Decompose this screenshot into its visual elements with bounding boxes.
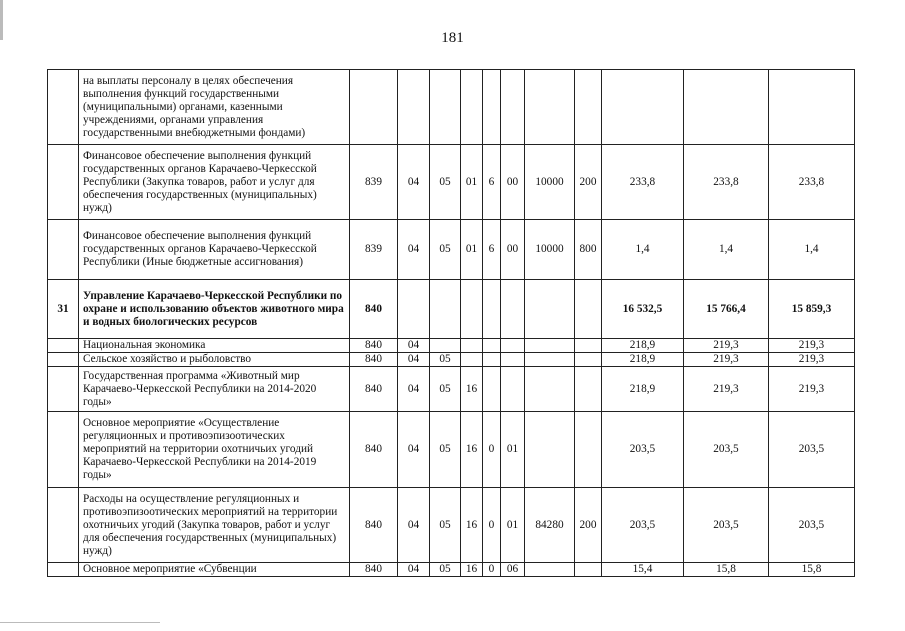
expense-type-cell [575,353,602,367]
amount-year-1-cell: 15,4 [602,563,684,577]
section-cell: 04 [398,563,430,577]
description-cell: Управление Карачаево-Черкесской Республики по охране и использованию объектов животного мира и водных биологических ресурсов [79,280,350,339]
direction-cell [525,412,575,488]
description-cell: Сельское хозяйство и рыболовство [79,353,350,367]
program-cell: 16 [461,563,483,577]
program-cell: 16 [461,488,483,563]
expense-type-cell: 200 [575,145,602,220]
amount-year-2-cell: 219,3 [684,353,769,367]
grbs-cell: 840 [350,412,398,488]
grbs-cell: 840 [350,563,398,577]
event-cell [501,353,525,367]
direction-cell [525,280,575,339]
subprogram-cell: 0 [483,563,501,577]
description-cell: на выплаты персоналу в целях обеспечения выполнения функций государственными (муниципальными) органами, казенными учреждениями, органами управления государственными внебюджетными фондами) [79,70,350,145]
subsection-cell: 05 [430,412,461,488]
program-cell: 16 [461,412,483,488]
event-cell [501,280,525,339]
subprogram-cell [483,70,501,145]
direction-cell [525,367,575,412]
amount-year-1-cell: 218,9 [602,353,684,367]
amount-year-3-cell: 203,5 [769,412,855,488]
table-row [48,563,855,577]
table-row [48,145,855,220]
grbs-cell: 840 [350,353,398,367]
grbs-cell [350,70,398,145]
table-row [48,488,855,563]
direction-cell [525,353,575,367]
amount-year-3-cell [769,70,855,145]
amount-year-1-cell: 218,9 [602,339,684,353]
program-cell: 01 [461,145,483,220]
section-cell [398,70,430,145]
amount-year-2-cell: 203,5 [684,412,769,488]
expense-type-cell [575,339,602,353]
table-row [48,220,855,280]
amount-year-3-cell: 233,8 [769,145,855,220]
description-cell: Расходы на осуществление регуляционных и противоэпизоотических мероприятий на территории охотничьих угодий (Закупка товаров, работ и услуг для обеспечения государственных (муниципальных) нужд) [79,488,350,563]
subprogram-cell [483,339,501,353]
subprogram-cell: 0 [483,412,501,488]
program-cell: 01 [461,220,483,280]
page-number: 181 [441,30,464,46]
section-cell: 04 [398,412,430,488]
scan-mark [0,622,160,623]
subsection-cell: 05 [430,353,461,367]
direction-cell [525,563,575,577]
event-cell: 01 [501,412,525,488]
amount-year-2-cell: 203,5 [684,488,769,563]
grbs-cell: 839 [350,145,398,220]
expense-type-cell [575,367,602,412]
expense-type-cell: 200 [575,488,602,563]
section-cell: 04 [398,145,430,220]
row-number-cell [48,488,79,563]
amount-year-1-cell: 16 532,5 [602,280,684,339]
program-cell [461,70,483,145]
amount-year-1-cell: 203,5 [602,412,684,488]
row-number-cell [48,339,79,353]
amount-year-3-cell: 203,5 [769,488,855,563]
amount-year-3-cell: 219,3 [769,367,855,412]
subprogram-cell: 6 [483,220,501,280]
expense-type-cell [575,280,602,339]
subsection-cell [430,339,461,353]
scan-mark [0,0,3,40]
row-number-cell [48,563,79,577]
description-cell: Финансовое обеспечение выполнения функций государственных органов Карачаево-Черкесской Республики (Иные бюджетные ассигнования) [79,220,350,280]
subprogram-cell [483,353,501,367]
event-cell [501,339,525,353]
subprogram-cell: 0 [483,488,501,563]
subprogram-cell [483,280,501,339]
amount-year-1-cell: 203,5 [602,488,684,563]
subsection-cell: 05 [430,145,461,220]
expense-type-cell [575,70,602,145]
program-cell [461,353,483,367]
section-cell: 04 [398,220,430,280]
description-cell: Государственная программа «Животный мир Карачаево-Черкесской Республики на 2014-2020 годы» [79,367,350,412]
table-row [48,70,855,145]
event-cell [501,367,525,412]
grbs-cell: 840 [350,280,398,339]
expense-type-cell [575,412,602,488]
subsection-cell [430,70,461,145]
amount-year-3-cell: 219,3 [769,339,855,353]
grbs-cell: 840 [350,339,398,353]
table-row [48,412,855,488]
amount-year-1-cell: 233,8 [602,145,684,220]
expense-type-cell [575,563,602,577]
amount-year-2-cell: 15,8 [684,563,769,577]
row-number-cell [48,353,79,367]
event-cell [501,70,525,145]
amount-year-3-cell: 219,3 [769,353,855,367]
amount-year-3-cell: 1,4 [769,220,855,280]
event-cell: 00 [501,220,525,280]
direction-cell: 10000 [525,220,575,280]
row-number-cell [48,412,79,488]
amount-year-3-cell: 15,8 [769,563,855,577]
program-cell: 16 [461,367,483,412]
event-cell: 00 [501,145,525,220]
section-cell: 04 [398,367,430,412]
amount-year-2-cell: 1,4 [684,220,769,280]
amount-year-2-cell: 15 766,4 [684,280,769,339]
section-cell: 04 [398,353,430,367]
section-cell [398,280,430,339]
table-row [48,339,855,353]
row-number-cell [48,220,79,280]
expense-type-cell: 800 [575,220,602,280]
event-cell: 01 [501,488,525,563]
amount-year-2-cell: 219,3 [684,339,769,353]
row-number-cell [48,367,79,412]
event-cell: 06 [501,563,525,577]
grbs-cell: 840 [350,488,398,563]
subsection-cell: 05 [430,220,461,280]
program-cell [461,280,483,339]
subprogram-cell [483,367,501,412]
section-cell: 04 [398,339,430,353]
table-row [48,353,855,367]
subprogram-cell: 6 [483,145,501,220]
amount-year-1-cell: 218,9 [602,367,684,412]
subsection-cell: 05 [430,367,461,412]
description-cell: Финансовое обеспечение выполнения функций государственных органов Карачаево-Черкесской Республики (Закупка товаров, работ и услуг для обеспечения государственных (муниципальных) нужд) [79,145,350,220]
program-cell [461,339,483,353]
description-cell: Основное мероприятие «Субвенции [79,563,350,577]
amount-year-3-cell: 15 859,3 [769,280,855,339]
direction-cell [525,70,575,145]
direction-cell: 10000 [525,145,575,220]
row-number-cell: 31 [48,280,79,339]
amount-year-2-cell: 219,3 [684,367,769,412]
section-cell: 04 [398,488,430,563]
subsection-cell: 05 [430,563,461,577]
table-row [48,280,855,339]
grbs-cell: 839 [350,220,398,280]
direction-cell: 84280 [525,488,575,563]
amount-year-1-cell: 1,4 [602,220,684,280]
description-cell: Национальная экономика [79,339,350,353]
subsection-cell [430,280,461,339]
direction-cell [525,339,575,353]
amount-year-2-cell: 233,8 [684,145,769,220]
amount-year-1-cell [602,70,684,145]
amount-year-2-cell [684,70,769,145]
subsection-cell: 05 [430,488,461,563]
budget-table [47,69,855,577]
table-row [48,367,855,412]
row-number-cell [48,70,79,145]
description-cell: Основное мероприятие «Осуществление регуляционных и противоэпизоотических мероприятий на территории охотничьих угодий Карачаево-Черкесской Республики на 2014-2019 годы» [79,412,350,488]
row-number-cell [48,145,79,220]
grbs-cell: 840 [350,367,398,412]
